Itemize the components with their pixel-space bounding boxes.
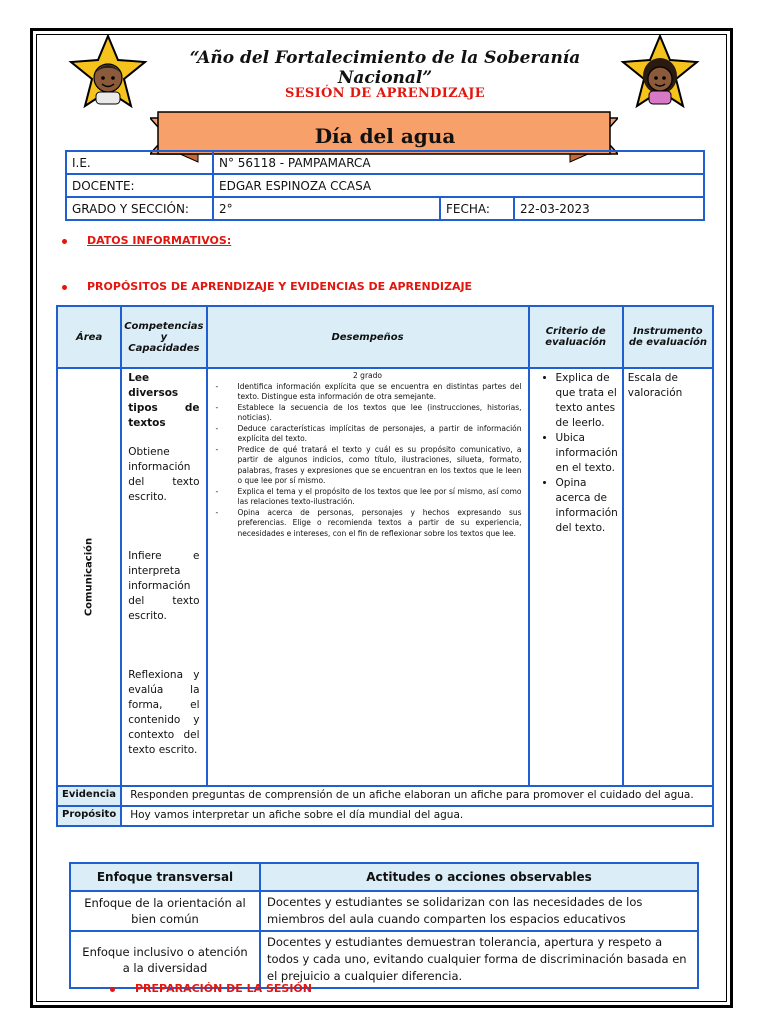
instrumento-cell: Escala de valoración [623,368,713,786]
enfoque-actitud: Docentes y estudiantes se solidarizan con las necesidades de los miembros del aula cuando comparten los espacios educativos [260,891,698,931]
list-item: - Establece la secuencia de los textos que lee (instrucciones, historias, noticias). [214,403,522,424]
table-row [57,806,713,826]
table-row [70,931,698,988]
competencias-cell [121,368,206,786]
info-value: 22-03-2023 [514,197,704,220]
enfoque-name: Enfoque inclusivo o atención a la diversidad [70,931,260,988]
section-preparacion: PREPARACIÓN DE LA SESIÓN [110,982,312,995]
table-row [66,197,704,220]
info-label: I.E. [66,151,213,174]
bullet-icon [110,987,115,992]
purposes-table [56,305,714,827]
info-label: GRADO Y SECCIÓN: [66,197,213,220]
capacidad: Infiere e interpreta información del texto escrito. [128,550,200,622]
evidencia-text: Responden preguntas de comprensión de un afiche elaboran un afiche para promover el cuidado del agua. [121,786,713,806]
section-datos: DATOS INFORMATIVOS: [62,234,231,247]
table-row [66,151,704,174]
info-value: EDGAR ESPINOZA CCASA [213,174,704,197]
col-header-area: Área [57,306,121,368]
national-motto: “Año del Fortalecimiento de la Soberanía Nacional” [189,48,581,88]
list-item: - Predice de qué tratará el texto y cuál es su propósito comunicativo, a partir de algunos indicios, como título, ilustraciones, silueta, formato, palabras, frases y expresiones que se encuentran en los textos que le leen o que lee por sí mismo. [214,445,522,487]
table-row [70,891,698,931]
list-item: - Identifica información explícita que se encuentra en distintas partes del texto. Distingue esta información de otra semejante. [214,382,522,403]
info-label: FECHA: [440,197,514,220]
table-header-row [70,863,698,891]
col-header-desempenos: Desempeños [207,306,529,368]
info-value: 2° [213,197,440,220]
bullet-icon [62,239,67,244]
enfoque-table [69,862,699,989]
proposito-label: Propósito [57,806,121,826]
list-item: • Opina acerca de información del texto. [556,476,618,536]
criterio-cell [529,368,623,786]
desempenos-list [214,382,522,540]
col-header-criterio: Criterio de evaluación [529,306,623,368]
table-header-row [57,306,713,368]
list-item: • Explica de que trata el texto antes de leerlo. [556,371,618,431]
star-child-right-illustration [620,34,700,110]
table-row [57,786,713,806]
competencia: Lee diversos tipos de textos [128,372,200,429]
area-label: Comunicación [83,537,95,617]
capacidad: Reflexiona y evalúa la forma, el contenido y contexto del texto escrito. [128,669,200,756]
table-row [57,368,713,786]
list-item: - Deduce características implícitas de personajes, a partir de información explícita del texto. [214,424,522,445]
capacidad: Obtiene información del texto escrito. [128,446,200,503]
enfoque-actitud: Docentes y estudiantes demuestran tolerancia, apertura y respeto a todos y cada uno, evitando cualquier forma de discriminación basada en el prejuicio a cualquier diferencia. [260,931,698,988]
area-cell [57,368,121,786]
desempenos-cell [207,368,529,786]
info-value: N° 56118 - PAMPAMARCA [213,151,704,174]
list-item: - Explica el tema y el propósito de los textos que lee por sí mismo, así como las relaciones texto-ilustración. [214,487,522,508]
proposito-text: Hoy vamos interpretar un afiche sobre el día mundial del agua. [121,806,713,826]
col-header-actitudes: Actitudes o acciones observables [260,863,698,891]
grade-label: 2 grado [353,371,382,380]
col-header-enfoque: Enfoque transversal [70,863,260,891]
info-table [65,150,705,221]
lesson-title: Día del agua [314,124,456,148]
col-header-competencias: Competencias y Capacidades [121,306,206,368]
session-title: SESIÓN DE APRENDIZAJE [285,86,485,101]
list-item: • Ubica información en el texto. [556,431,618,476]
info-label: DOCENTE: [66,174,213,197]
criterio-list [534,371,618,536]
evidencia-label: Evidencia [57,786,121,806]
list-item: - Opina acerca de personas, personajes y hechos expresando sus preferencias. Elige o recomienda textos a partir de su experiencia, necesidades e intereses, con el fin de reflexionar sobre los textos que lee. [214,508,522,540]
section-propositos: PROPÓSITOS DE APRENDIZAJE Y EVIDENCIAS DE APRENDIZAJE [62,280,472,293]
bullet-icon [62,285,67,290]
star-child-left-illustration [68,34,148,110]
col-header-instrumento: Instrumento de evaluación [623,306,713,368]
table-row [66,174,704,197]
enfoque-name: Enfoque de la orientación al bien común [70,891,260,931]
